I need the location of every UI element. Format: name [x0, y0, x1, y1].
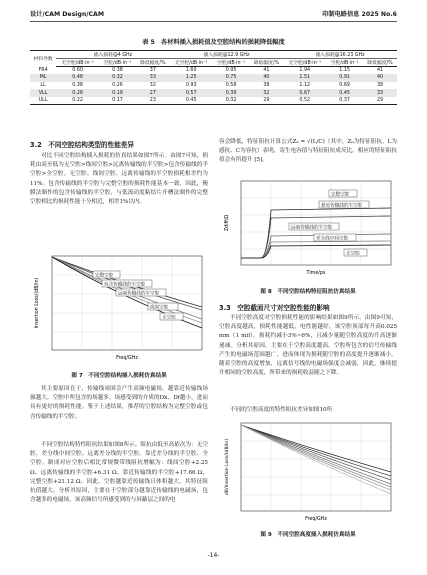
table-cell: 1.94 — [299, 68, 311, 74]
fig8-legend-label: 完整空腔 — [331, 192, 350, 198]
table-row-material: VLL — [30, 89, 56, 97]
table-cell: 0.91 — [326, 74, 363, 82]
table-cell: 0.45 — [170, 97, 213, 105]
table-row — [30, 74, 397, 82]
fig7-legend-label: 包含传输线的半空腔 — [104, 282, 146, 288]
figure-9-caption: 图 9 不同空腔高度插入损耗仿真结果 — [260, 532, 356, 538]
fig8-legend-label: 靠近传输线的半空腔 — [321, 203, 363, 209]
table-cell: 0.22 — [56, 97, 99, 105]
table-cell: 0.58 — [225, 82, 237, 88]
figure-7-plot — [30, 253, 208, 369]
header-right: 印制电路信息 2025 No.6 — [322, 11, 397, 18]
table-cell: 0.52 — [283, 97, 326, 105]
table-cell: 0.37 — [326, 97, 363, 105]
table-cell: 40 — [250, 74, 284, 82]
table-cell: 41 — [377, 68, 384, 74]
table-cell: 1.51 — [283, 74, 326, 82]
table-cell: 1.25 — [170, 74, 213, 82]
table-cell: 29 — [363, 97, 397, 105]
figure-7-caption: 图 7 不同空腔结构插入损耗仿真结果 — [71, 373, 167, 379]
table-subhead: 无空腔/dB·in⁻¹ — [56, 59, 99, 67]
table-subhead: 空腔/dB·in⁻¹ — [326, 59, 363, 67]
table-cell: 0.57 — [170, 89, 213, 97]
figure-8-caption: 图 8 不同空腔结构特征阻抗仿真结果 — [260, 289, 356, 295]
table-cell: 0.19 — [99, 89, 136, 97]
section-3-3-paragraph-1: 不同空腔高度对空腔损耗性能的影响结果如图9所示。由图9可知，空腔高度越高，损耗性能越低，电性能越好，该空腔顶部每升高0.025 mm（1 mil），损耗约减小3%~6%，且减少量随空腔高度的升高逐渐递减。分析其原因，主要在于空腔高度越高，空腔所包含的信号传输线产生的电磁场范围越广，进而体现为损耗随空腔的高度提升逐渐减小。随着空腔的高度增加，远离信号线的电磁场强度会减弱，因此，继续提升相同的空腔高度，所带来的损耗收益随之下降。 — [219, 315, 397, 377]
table-row-material: FR4 — [38, 67, 48, 73]
table-group-head: 插入损耗@12.9 GHz — [170, 51, 284, 59]
table-cell: 0.17 — [99, 97, 136, 105]
table-cell: 33 — [363, 89, 397, 97]
table-row-material: ML — [30, 74, 56, 82]
table-row — [30, 67, 397, 75]
table-subhead: 空腔/dB·in⁻¹ — [213, 59, 250, 67]
fig8-legend-label: 远离传输线的半空腔 — [291, 225, 333, 231]
table-cell: 0.39 — [213, 89, 250, 97]
fig7-legend-label: 无空腔 — [162, 315, 176, 321]
section-3-2-paragraph-1: 对比不同空腔结构插入损耗的仿真结果如图7所示。由图7可知，损耗由高至低为无空腔>线间空腔>远离传输线的半空腔>包含传输线的半空腔>全空腔。无空腔、线间空腔、远离传输线的半空腔损耗相差约为11%。包含传输线的半空腔与完整空腔的损耗性能基本一致，因此，掩膜法制作的包含传输线的半空腔，与低流动度粘结片开槽法制作的完整空腔相比的损耗性能十分相近，相差1%以内。 — [30, 153, 208, 206]
header-left: 设计/CAM Design/CAM — [30, 11, 104, 18]
table-cell: 0.38 — [112, 68, 123, 74]
table-cell: 0.38 — [72, 82, 83, 88]
table-cell: 0.93 — [185, 82, 197, 88]
section-3-3-paragraph-2: 不同的空腔高度的特性阻抗差异如图10所 — [230, 407, 333, 413]
figure-7 — [30, 253, 208, 369]
loss-table — [30, 50, 397, 105]
header-rule — [30, 21, 397, 22]
table-row — [30, 97, 397, 105]
table-cell: 0.32 — [99, 74, 136, 82]
fig7-legend-label: 远离传输线的半空腔 — [118, 291, 160, 297]
table-cell: 1.12 — [299, 82, 311, 88]
table-cell: 0.26 — [112, 82, 123, 88]
table-subhead: 无空腔/dB·in⁻¹ — [170, 59, 213, 67]
table-row — [30, 89, 397, 97]
figure-9-plot — [219, 420, 397, 526]
table-subhead: 降低幅度/% — [250, 59, 284, 67]
fig7-y-label: Insertion Loss/(dB/in) — [35, 277, 40, 329]
table-subhead: 降低幅度/% — [136, 59, 170, 67]
table-cell: 0.60 — [72, 68, 83, 74]
table-row-material: LL — [40, 82, 46, 88]
table-group-head: 插入损耗@16.23 GHz — [283, 51, 397, 59]
fig7-x-label: Freq/GHz — [116, 356, 138, 361]
impedance-paragraph: 容会降低，特征阻抗计算公式Z₀ = √(L/C)（其中，Z₀为特征阻抗、L为感抗、C为容抗）表明，寄生电容值与特征阻抗成反比，相应的特征阻抗值会有所提升 [5]。 — [219, 139, 397, 164]
table-cell: 0.48 — [56, 74, 99, 82]
table-cell: 32 — [149, 82, 156, 88]
table-cell: 0.32 — [213, 97, 250, 105]
table-cell: 27 — [136, 89, 170, 97]
table-cell: 40 — [363, 74, 397, 82]
table-cell: 29 — [250, 97, 284, 105]
section-3-3-title: 3.3 空腔截面尺寸对空腔性能的影响 — [219, 304, 330, 312]
table-head-material: 材料导数 — [30, 51, 56, 67]
table-cell: 0.69 — [339, 82, 350, 88]
table-cell: 1.15 — [339, 68, 350, 74]
table-cell: 33 — [136, 74, 170, 82]
running-header — [30, 9, 397, 21]
table-row-material: ULL — [30, 97, 56, 105]
fig9-x-label: Freq/GHz — [305, 517, 327, 522]
table-row — [30, 82, 397, 90]
table-caption: 表 5 各材料插入损耗值及空腔结构的损耗降低幅度 — [142, 39, 285, 46]
table-cell: 0.26 — [56, 89, 99, 97]
fig9-y-label: dB/Insertion Loss/(dB/in) — [225, 438, 230, 496]
section-3-2-title: 3.2 不同空腔结构类型的性能差异 — [30, 141, 134, 149]
table-subhead: 无空腔/dB·in⁻¹ — [283, 59, 326, 67]
table-cell: 0.75 — [213, 74, 250, 82]
table-subhead: 降低幅度/% — [363, 59, 397, 67]
section-3-2-paragraph-2: 其主要原因在于，传输线周围会产生高频电磁场，越靠近传输线场强越大。空腔中所包含的场越多，场感受到的介质的Dk、Df越小，进而具有更好的损耗性能。鉴于上述结果，推荐的空腔结构为完整空腔或包含传输线的半空腔。 — [30, 386, 208, 420]
table-cell: 32 — [250, 89, 284, 97]
table-cell: 0.67 — [283, 89, 326, 97]
table-cell: 1.60 — [185, 68, 197, 74]
figure-8 — [219, 178, 397, 281]
figure-8-plot — [219, 178, 397, 281]
table-cell: 41 — [263, 68, 270, 74]
table-cell: 38 — [263, 82, 270, 88]
fig7-legend-label: 完整空腔 — [95, 273, 114, 279]
table-cell: 38 — [377, 82, 384, 88]
fig8-legend-label: 无空腔 — [346, 251, 360, 257]
figure-9 — [219, 420, 397, 526]
table-cell: 23 — [136, 97, 170, 105]
table-group-head: 插入损耗@4 GHz — [56, 51, 170, 59]
table-cell: 0.45 — [326, 89, 363, 97]
fig8-y-label: Zdiff/Ω — [225, 214, 230, 232]
page-number: -14- — [207, 552, 220, 559]
table-subhead: 空腔/dB·in⁻¹ — [99, 59, 136, 67]
fig8-legend-label: 差分线中间空腔 — [316, 236, 349, 242]
fig8-x-label: Time/ps — [306, 271, 326, 276]
fig7-legend-label: 线间空腔 — [150, 305, 169, 311]
section-3-2-paragraph-3: 不同空腔结构特性阻抗结果如图8所示。阻抗由低至高依次为：无空腔、差分线中间空腔、远离差分线的半空腔、靠近差分线的半空腔、全空腔。制成对应空腔后相比常规微带线阻抗增幅为：线间空腔+2.25 Ω、远离传输线的半空腔+6.31 Ω、靠近传输线的半空腔+17.66 Ω、完整空腔+21.12 Ω。因此，空腔越靠近传输线且体积越大，其特征阻抗值越大。分析其原因，主要在于空腔部分越靠近传输线的电磁场，包含越多的电磁场，该高频信号所感受到的与屏蔽层之间的电 — [30, 442, 208, 504]
table-cell: 37 — [149, 68, 156, 74]
table-cell: 0.95 — [225, 68, 237, 74]
